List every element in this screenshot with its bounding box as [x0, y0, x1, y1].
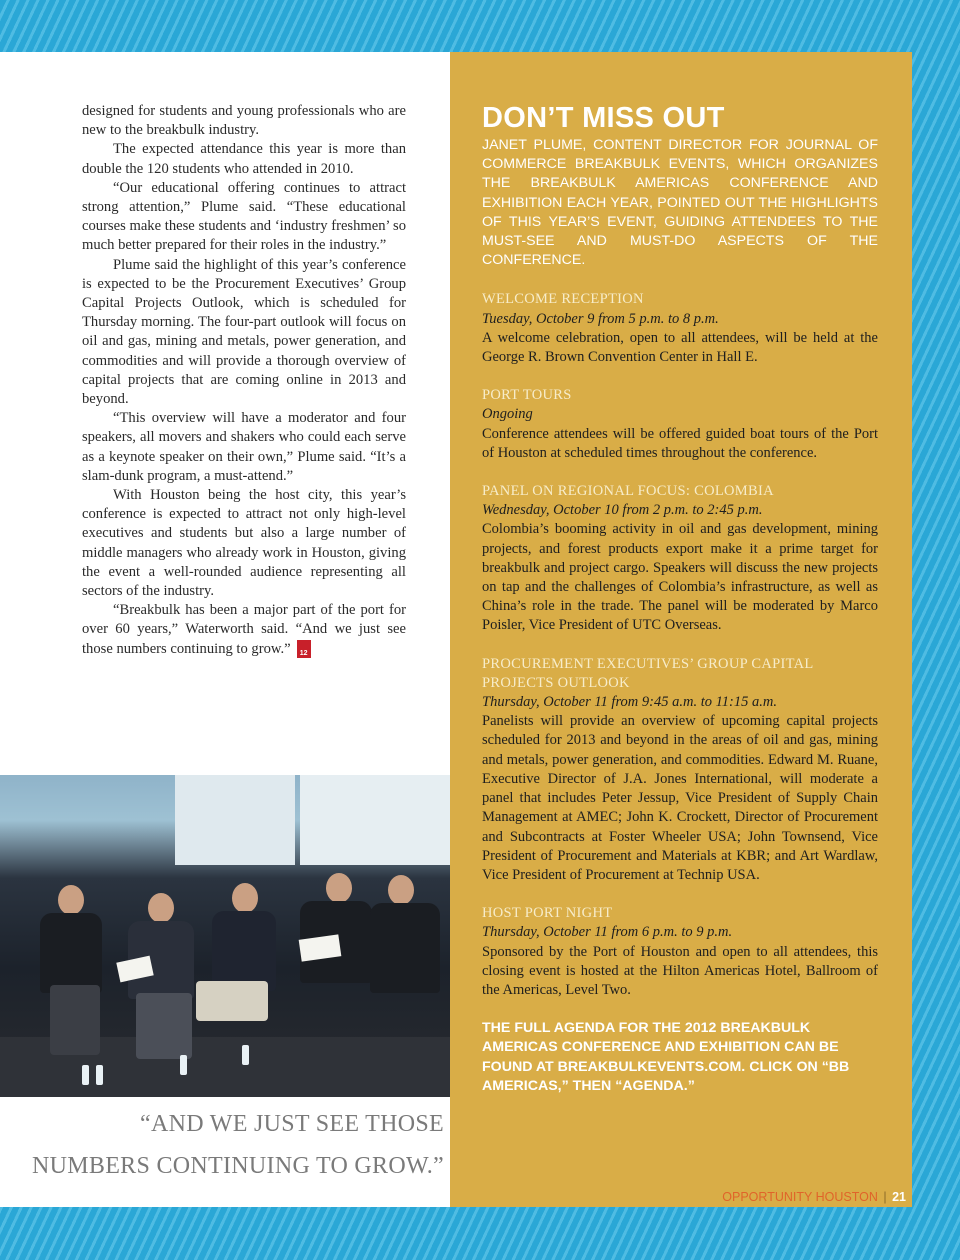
event-item — [482, 386, 878, 463]
page-number: 21 — [892, 1190, 906, 1204]
event-heading: PROCUREMENT EXECUTIVES’ GROUP CAPITAL PROJECTS OUTLOOK — [482, 655, 813, 691]
event-description: Sponsored by the Port of Houston and open to all attendees, this closing event is hosted at the Hilton Americas Hotel, Ballroom of the Americas, Level Two. — [482, 943, 878, 998]
article-paragraph: Plume said the highlight of this year’s conference is expected to be the Procurement Executives’ Group Capital Projects Outlook, which is scheduled for Thursday morning. The four-part outlook will focus on oil and gas, mining and metals, power generation, and commodities and will provide a thorough overview of capital projects that are coming online in 2013 and beyond. — [82, 256, 406, 408]
event-date: Thursday, October 11 from 6 p.m. to 9 p.m. — [482, 924, 733, 941]
event-date: Wednesday, October 10 from 2 p.m. to 2:45 p.m. — [482, 502, 763, 519]
event-item — [482, 482, 878, 636]
event-date: Ongoing — [482, 406, 533, 423]
event-date: Thursday, October 11 from 9:45 a.m. to 11:15 a.m. — [482, 694, 777, 711]
sidebar-intro: JANET PLUME, CONTENT DIRECTOR FOR JOURNAL OF COMMERCE BREAKBULK EVENTS, WHICH ORGANIZES THE BREAKBULK AMERICAS CONFERENCE AND EXHIBITION EACH YEAR, POINTED OUT THE HIGHLIGHTS OF THIS YEAR’S EVENT, GUIDING ATTENDEES TO THE MUST-SEE AND MUST-DO ASPECTS OF THE CONFERENCE. — [482, 137, 878, 269]
event-item — [482, 655, 878, 885]
end-mark-top: 20 — [327, 641, 336, 649]
panel-photo — [0, 775, 450, 1097]
article-paragraph: designed for students and young professionals who are new to the breakbulk industry. — [82, 103, 406, 139]
end-mark-badge — [297, 640, 336, 658]
event-description: Panelists will provide an overview of upcoming capital projects scheduled for 2013 and beyond in the areas of oil and gas, mining and metals, power generation, and commodities. Edward M. Ruane, Executive Director of J.A. Jones International, will moderate a panel that includes Peter Jessup, Vice President of Supply Chain Management at AMEC; John K. Crockett, Director of Procurement and Subcontracts at Foster Wheeler USA; John Townsend, Vice President of Procurement and Materials at KBR; and Art Wardlaw, Vice President of Procurement at Technip USA. — [482, 713, 878, 883]
article-paragraph-last — [82, 601, 406, 659]
photo-water-bottle — [96, 1065, 103, 1085]
event-description: A welcome celebration, open to all attendees, will be held at the George R. Brown Convention Center in Hall E. — [482, 329, 878, 366]
event-heading: PORT TOURS — [482, 387, 572, 404]
agenda-callout: THE FULL AGENDA FOR THE 2012 BREAKBULK AMERICAS CONFERENCE AND EXHIBITION CAN BE FOUND AT BREAKBULKEVENTS.COM. CLICK ON “BB AMERICAS,” THEN “AGENDA.” — [482, 1020, 850, 1094]
event-description: Conference attendees will be offered guided boat tours of the Port of Houston at scheduled times throughout the conference. — [482, 425, 878, 461]
article-paragraph: “This overview will have a moderator and four speakers, all movers and shakers who could each serve as a keynote speaker on their own,” Plume said. “It’s a slam-dunk program, a must-attend.” — [82, 410, 406, 484]
pull-quote: “AND WE JUST SEE THOSE NUMBERS CONTINUING TO GROW.” — [32, 1111, 444, 1179]
event-item — [482, 290, 878, 367]
photo-banner-right — [300, 775, 450, 865]
sidebar-content — [482, 102, 878, 1096]
photo-water-bottle — [242, 1045, 249, 1065]
event-heading: PANEL ON REGIONAL FOCUS: COLOMBIA — [482, 483, 774, 500]
publication-name: OPPORTUNITY HOUSTON — [722, 1190, 878, 1204]
event-date: Tuesday, October 9 from 5 p.m. to 8 p.m. — [482, 310, 719, 327]
event-item — [482, 904, 878, 1000]
sidebar-title: DON’T MISS OUT — [482, 102, 725, 134]
article-paragraph: “Our educational offering continues to attract strong attention,” Plume said. “These educational courses make these students and ‘industry freshmen’ so much better prepared for their roles in the industry.” — [82, 179, 406, 254]
article-paragraph: The expected attendance this year is more than double the 120 students who attended in 2010. — [82, 141, 406, 177]
event-heading: HOST PORT NIGHT — [482, 905, 613, 922]
photo-banner-left — [175, 775, 295, 865]
event-description: Colombia’s booming activity in oil and gas development, mining projects, and forest products export make it a prime target for breakbulk and project cargo. Speakers will discuss the new projects on tap and the challenges of Colombia’s infrastructure, as well as China’s role in the trade. The panel will be moderated by Marco Poisler, Vice President of UTC Overseas. — [482, 521, 878, 634]
article-column — [82, 102, 406, 659]
page-footer — [722, 1190, 906, 1204]
event-heading: WELCOME RECEPTION — [482, 291, 644, 308]
footer-separator: | — [883, 1190, 887, 1204]
article-paragraph-text: “Breakbulk has been a major part of the port for over 60 years,” Waterworth said. “And we just see those numbers continuing to grow.” — [82, 602, 406, 657]
article-paragraph: With Houston being the host city, this year’s conference is expected to attract not only high-level executives and students but also a large number of middle managers who already work in Houston, giving the event a well-rounded audience representing all sectors of the industry. — [82, 487, 406, 600]
end-mark-bottom: 12 — [299, 650, 308, 658]
photo-water-bottle — [180, 1055, 187, 1075]
sidebar-box — [450, 52, 912, 1207]
photo-water-bottle — [82, 1065, 89, 1085]
